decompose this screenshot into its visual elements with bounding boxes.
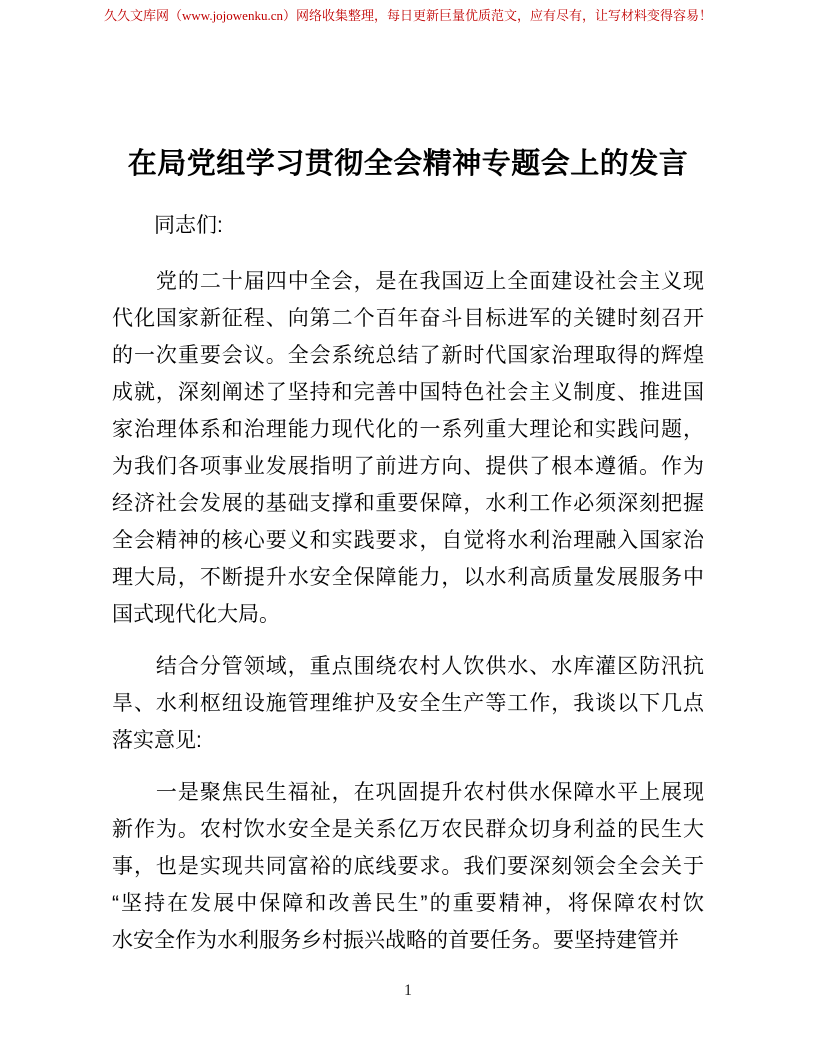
site-watermark-header: 久久文库网（www.jojowenku.cn）网络收集整理，每日更新巨量优质范文，应有尽有，让写材料变得容易！: [104, 8, 712, 23]
paragraph: [0, 774, 816, 959]
document-title: 在局党组学习贯彻全会精神专题会上的发言: [127, 148, 689, 180]
text-line: 一是聚焦民生福祉，在巩固提升农村供水保障水平上展现: [112, 781, 704, 804]
body-paragraphs: [0, 263, 816, 959]
text-line: 党的二十届四中全会，是在我国迈上全面建设社会主义现: [112, 270, 704, 293]
text-line: 落实意见:: [112, 729, 202, 752]
text-line: 全会精神的核心要义和实践要求，自觉将水利治理融入国家治: [112, 529, 704, 552]
text-line: 结合分管领域，重点围绕农村人饮供水、水库灌区防汛抗: [112, 655, 704, 678]
text-line: 国式现代化大局。: [112, 603, 280, 626]
text-line: 水安全作为水利服务乡村振兴战略的首要任务。要坚持建管并: [112, 929, 679, 952]
text-line: 家治理体系和治理能力现代化的一系列重大理论和实践问题，: [112, 418, 704, 441]
text-line: 为我们各项事业发展指明了前进方向、提供了根本遵循。作为: [112, 455, 704, 478]
text-line: 旱、水利枢纽设施管理维护及安全生产等工作，我谈以下几点: [112, 692, 704, 715]
salutation: 同志们:: [112, 214, 223, 237]
paragraph: [0, 648, 816, 759]
text-line: 的一次重要会议。全会系统总结了新时代国家治理取得的辉煌: [112, 344, 704, 367]
page-number: 1: [404, 982, 412, 999]
text-line: 经济社会发展的基础支撑和重要保障，水利工作必须深刻把握: [112, 492, 704, 515]
text-line: 新作为。农村饮水安全是关系亿万农民群众切身利益的民生大: [112, 818, 704, 841]
text-line: 理大局，不断提升水安全保障能力，以水利高质量发展服务中: [112, 566, 704, 589]
text-line: “坚持在发展中保障和改善民生”的重要精神，将保障农村饮: [112, 892, 704, 915]
text-line: 代化国家新征程、向第二个百年奋斗目标进军的关键时刻召开: [112, 307, 704, 330]
paragraph: [0, 263, 816, 633]
text-line: 事，也是实现共同富裕的底线要求。我们要深刻领会全会关于: [112, 855, 704, 878]
text-line: 成就，深刻阐述了坚持和完善中国特色社会主义制度、推进国: [112, 381, 704, 404]
